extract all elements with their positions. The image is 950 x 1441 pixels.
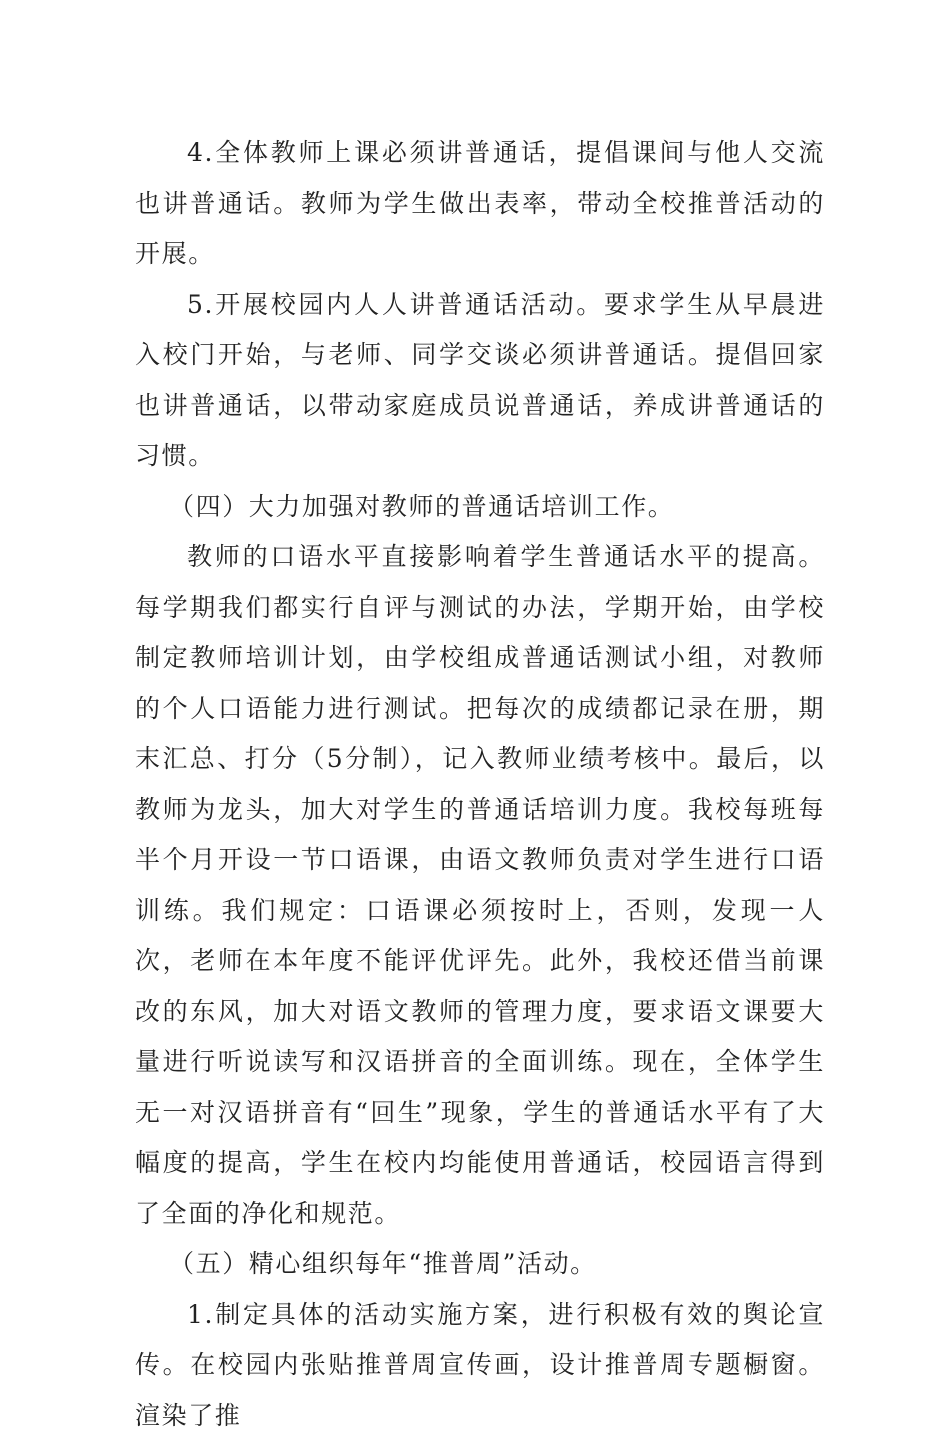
paragraph-teachers-speak-putonghua: 4.全体教师上课必须讲普通话，提倡课间与他人交流也讲普通话。教师为学生做出表率，带动全校推普活动的开展。 — [135, 128, 825, 280]
section-heading-teacher-training: （四）大力加强对教师的普通话培训工作。 — [135, 482, 825, 533]
paragraph-campus-activity: 5.开展校园内人人讲普通话活动。要求学生从早晨进入校门开始，与老师、同学交谈必须讲普通话。提倡回家也讲普通话，以带动家庭成员说普通话，养成讲普通话的习惯。 — [135, 280, 825, 482]
document-body — [135, 128, 825, 1441]
section-heading-promotion-week: （五）精心组织每年“推普周”活动。 — [135, 1239, 825, 1290]
paragraph-activity-plan: 1.制定具体的活动实施方案，进行积极有效的舆论宣传。在校园内张贴推普周宣传画，设计推普周专题橱窗。渲染了推 — [135, 1290, 825, 1441]
paragraph-teacher-training-detail: 教师的口语水平直接影响着学生普通话水平的提高。每学期我们都实行自评与测试的办法，学期开始，由学校制定教师培训计划，由学校组成普通话测试小组，对教师的个人口语能力进行测试。把每次的成绩都记录在册，期末汇总、打分（5分制），记入教师业绩考核中。最后，以教师为龙头，加大对学生的普通话培训力度。我校每班每半个月开设一节口语课，由语文教师负责对学生进行口语训练。我们规定：口语课必须按时上，否则，发现一人次，老师在本年度不能评优评先。此外，我校还借当前课改的东风，加大对语文教师的管理力度，要求语文课要大量进行听说读写和汉语拼音的全面训练。现在，全体学生无一对汉语拼音有“回生”现象，学生的普通话水平有了大幅度的提高，学生在校内均能使用普通话，校园语言得到了全面的净化和规范。 — [135, 532, 825, 1239]
